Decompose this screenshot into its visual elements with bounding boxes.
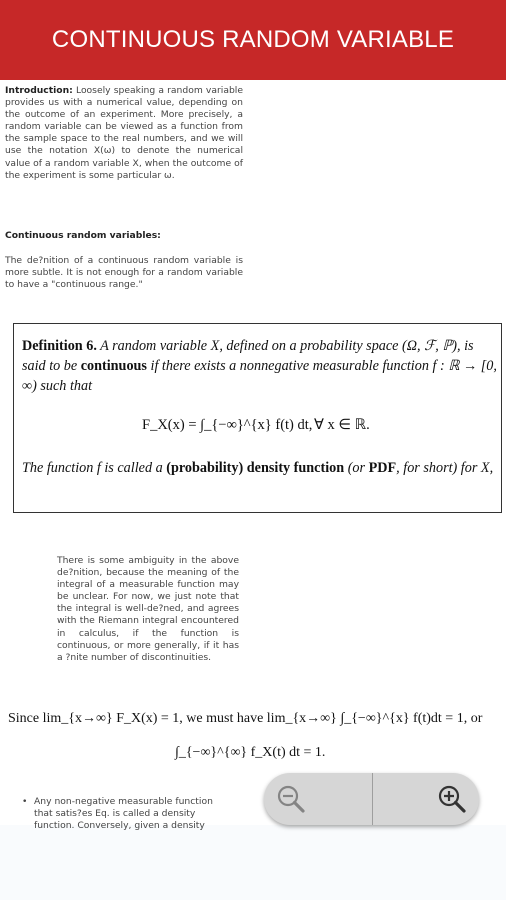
bullet-icon: • — [22, 796, 28, 807]
page-background — [0, 825, 506, 900]
page-title: CONTINUOUS RANDOM VARIABLE — [51, 26, 455, 53]
forall-clause: ∀ x ∈ ℝ. — [314, 417, 370, 433]
zoom-in-button[interactable] — [373, 773, 479, 825]
zoom-control — [264, 773, 479, 825]
cdf-formula: F_X(x) = ∫_{−∞}^{x} f(t) dt, — [142, 417, 313, 433]
document-content[interactable] — [0, 80, 506, 900]
bullet-text: Any non-negative measurable function that satis?es Eq. is called a density function. Conversely, given a density — [34, 796, 213, 830]
definition-conclusion — [22, 458, 497, 478]
definition-text-a: A random variable X, defined on a probability space (Ω, ℱ, ℙ), is said to be — [22, 338, 474, 374]
definition-text-d: (or — [344, 460, 369, 476]
zoom-out-icon — [276, 784, 306, 814]
zoom-in-icon — [437, 784, 467, 814]
ambiguity-paragraph: There is some ambiguity in the above de?nition, because the meaning of the integral of a measurable function may be unclear. For now, we just note that the integral is well-de?ned, and agrees with the Riemann integral encountered in calculus, if the function is continuous, or more generally, if it has a ?nite number of discontinuities. — [57, 555, 239, 663]
definition-keyword3: PDF — [368, 460, 397, 476]
definition-text — [22, 336, 497, 396]
definition-text-c: The function f is called a — [22, 460, 167, 476]
since-statement: Since lim_{x→∞} F_X(x) = 1, we must have lim_{x→∞} ∫_{−∞}^{x} f(t)dt = 1, or — [8, 711, 483, 726]
section-heading: Continuous random variables: — [5, 230, 161, 241]
definition-keyword: continuous — [80, 358, 147, 374]
definition-keyword2: (probability) density function — [166, 460, 345, 476]
definition-text-b: if there exists a nonnegative measurable function f : ℝ → [0, ∞) such that — [22, 358, 497, 394]
app-header — [0, 0, 506, 80]
definition-label: Definition 6. — [22, 338, 97, 354]
normalization-formula: ∫_{−∞}^{∞} f_X(t) dt = 1. — [175, 745, 326, 760]
intro-text: Loosely speaking a random variable provides us with a numerical value, depending on the outcome of an experiment. More precisely, a random variable can be viewed as a function from the sample space to the real numbers, and we will use the notation X(ω) to denote the numerical value of a random variable X, when the outcome of the experiment is some particular ω. — [5, 85, 243, 181]
definition-formula — [14, 409, 503, 449]
intro-label: Introduction: — [5, 85, 73, 96]
definition-box — [13, 323, 502, 513]
list-item — [22, 796, 232, 830]
definition-text-e: , for short) for X, — [396, 460, 494, 476]
intro-paragraph — [5, 85, 243, 182]
zoom-out-button[interactable] — [264, 773, 372, 825]
continuous-paragraph: The de?nition of a continuous random variable is more subtle. It is not enough for a random variable to have a "continuous range." — [5, 255, 243, 291]
